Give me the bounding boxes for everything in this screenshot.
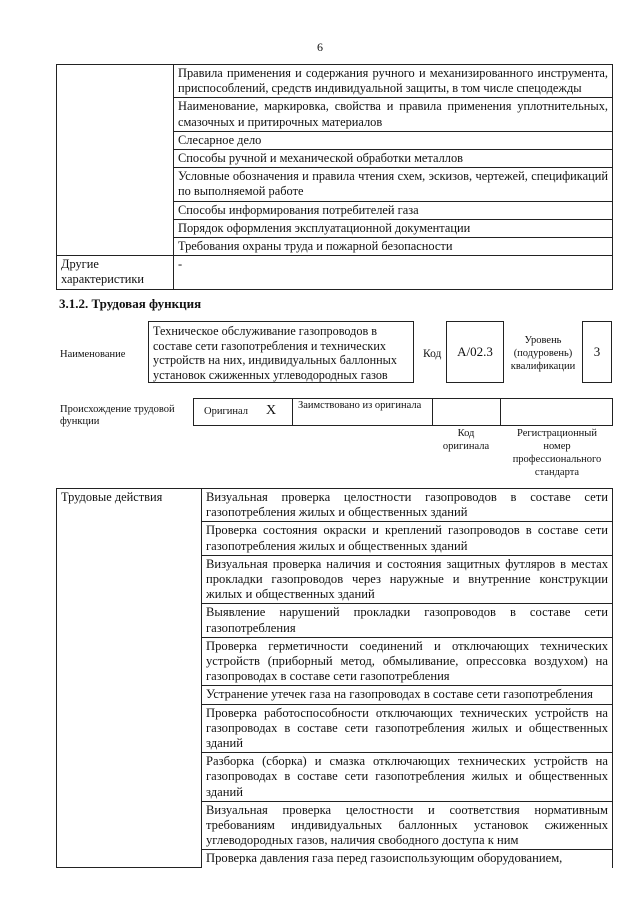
origin-row [193,398,613,426]
code-caption: Код оригинала [442,428,490,452]
function-code-box: A/02.3 [446,321,504,383]
level-value-box: 3 [582,321,612,383]
labor-action-item: Проверка состояния окраски и креплений газопроводов в составе сети газопотребления жилых и общественных зданий [202,522,613,555]
labor-actions-table [56,488,613,868]
knowledge-item: Условные обозначения и правила чтения схем, эскизов, чертежей, спецификаций по выполняемой работе [174,168,613,201]
original-mark: X [266,403,277,418]
labor-action-item: Визуальная проверка наличия и состояния защитных футляров в местах прокладки газопроводов через наружные и внутренние конструкции жилых и общественных зданий [202,555,613,604]
labor-action-item: Визуальная проверка целостности и соответствия нормативным требованиям индивидуальных баллонных установок сжиженных углеводородных газов, наличия свободного доступа к ним [202,801,613,850]
knowledge-item: Порядок оформления эксплуатационной документации [174,219,613,237]
knowledge-item: Требования охраны труда и пожарной безопасности [174,238,613,256]
knowledge-item: Наименование, маркировка, свойства и правила применения уплотнительных, смазочных и притирочных материалов [174,98,613,131]
other-characteristics-value: - [174,256,613,289]
knowledge-item: Правила применения и содержания ручного и механизированного инструмента, приспособлений, средств индивидуальной защиты, в том числе спецодежды [174,65,613,98]
other-characteristics-label: Другие характеристики [57,256,174,289]
labor-action-item: Визуальная проверка целостности газопроводов в составе сети газопотребления жилых и общественных зданий [202,489,613,522]
labor-action-item: Выявление нарушений прокладки газопроводов в составе сети газопотребления [202,604,613,637]
name-label: Наименование [60,349,126,360]
knowledge-label-cell [57,65,174,256]
knowledge-item: Способы информирования потребителей газа [174,201,613,219]
reg-caption: Регистрационный номер профессионального стандарта [512,428,602,478]
original-label: Оригинал [204,406,248,417]
function-name-box: Техническое обслуживание газопроводов в составе сети газопотребления и технических устройств на них, индивидуальных баллонных установок сжиженных углеводородных газов [148,321,414,383]
knowledge-table [56,64,613,290]
labor-action-item: Проверка давления газа перед газоиспользующим оборудованием, [202,850,613,868]
labor-action-item: Устранение утечек газа на газопроводах в составе сети газопотребления [202,686,613,704]
page-number: 6 [317,40,323,54]
section-title: 3.1.2. Трудовая функция [59,296,202,311]
labor-action-item: Проверка работоспособности отключающих технических устройств на газопроводах в составе сети газопотребления жилых и общественных зданий [202,704,613,753]
origin-divider [500,399,501,425]
origin-divider [292,399,293,425]
labor-action-item: Проверка герметичности соединений и отключающих технических устройств (приборный метод, обмыливание, опрессовка воздухом) на газопроводах в составе сети газопотребления [202,637,613,686]
borrowed-label: Заимствовано из оригинала [298,400,422,411]
origin-label: Происхождение трудовой функции [60,404,175,427]
labor-actions-label: Трудовые действия [57,489,202,868]
origin-divider [432,399,433,425]
level-label: Уровень (подуровень) квалификации [510,335,576,372]
labor-action-item: Разборка (сборка) и смазка отключающих технических устройств на газопроводах в составе сети газопотребления жилых и общественных зданий [202,753,613,802]
code-label: Код [423,348,442,360]
knowledge-item: Слесарное дело [174,131,613,149]
knowledge-item: Способы ручной и механической обработки металлов [174,150,613,168]
